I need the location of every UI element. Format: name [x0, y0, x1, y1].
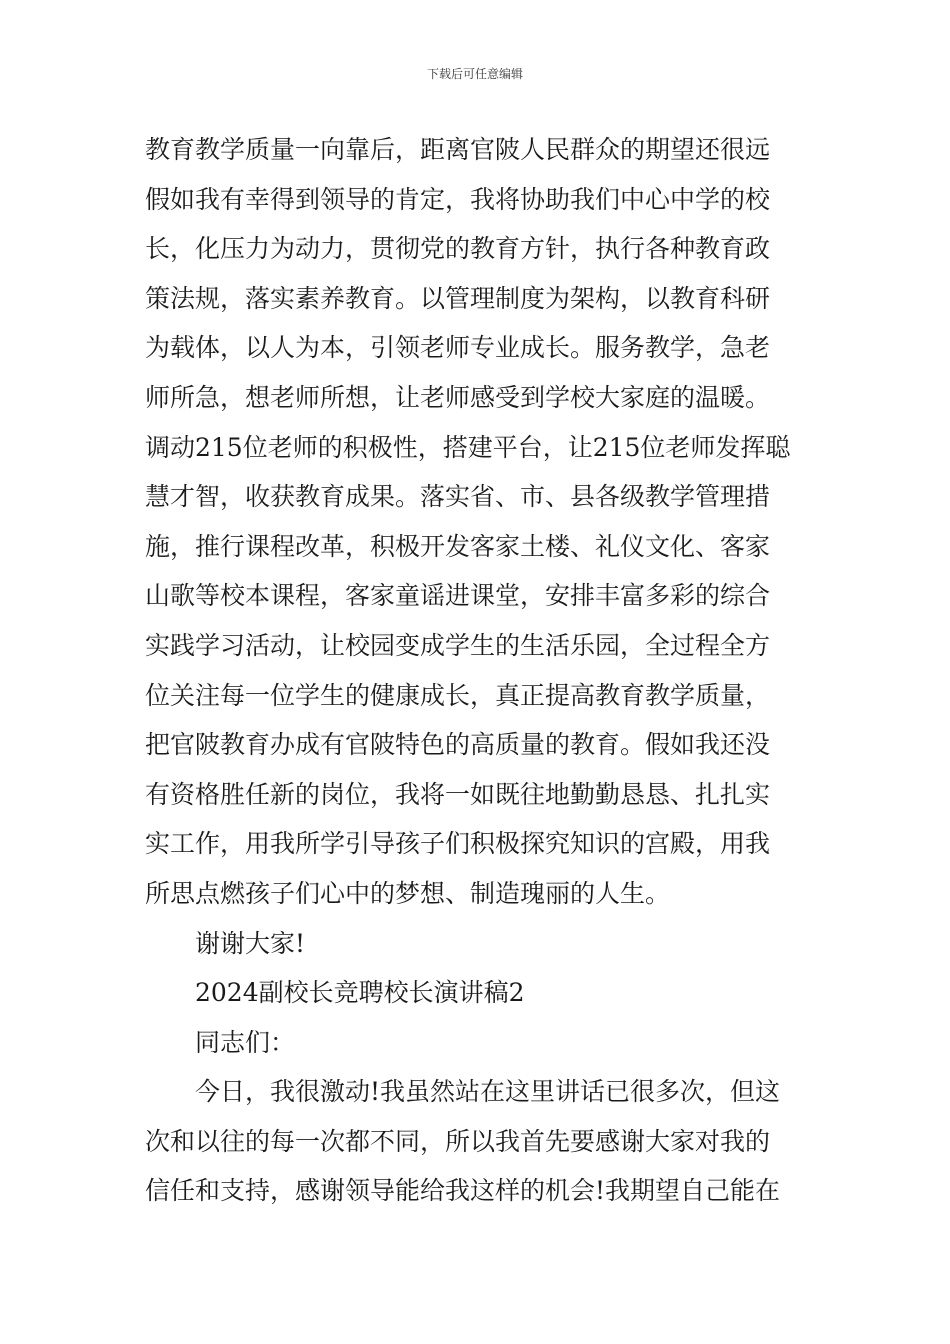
text-line: 策法规，落实素养教育。以管理制度为架构，以教育科研	[145, 283, 771, 313]
text-line: 教育教学质量一向靠后，距离官陂人民群众的期望还很远	[145, 135, 771, 164]
text-line: 假如我有幸得到领导的肯定，我将协助我们中心中学的校	[145, 184, 771, 214]
text-line: 所思点燃孩子们心中的梦想、制造瑰丽的人生。	[145, 878, 671, 908]
text-line: 2024副校长竞聘校长演讲稿2	[195, 978, 525, 1008]
text-line: 师所急，想老师所想，让老师感受到学校大家庭的温暖。	[145, 382, 771, 412]
text-line: 位关注每一位学生的健康成长，真正提高教育教学质量，	[145, 680, 771, 710]
text-line: 调动215位老师的积极性，搭建平台，让215位老师发挥聪	[145, 432, 791, 462]
text-line: 长，化压力为动力，贯彻党的教育方针，执行各种教育政	[145, 234, 771, 264]
text-line: 把官陂教育办成有官陂特色的高质量的教育。假如我还没	[145, 730, 771, 760]
text-line: 谢谢大家!	[195, 928, 306, 958]
text-line: 同志们：	[195, 1027, 296, 1057]
text-line: 山歌等校本课程，客家童谣进课堂，安排丰富多彩的综合	[145, 581, 771, 611]
text-line: 施，推行课程改革，积极开发客家土楼、礼仪文化、客家	[145, 531, 771, 561]
text-line: 为载体，以人为本，引领老师专业成长。服务教学，急老	[145, 333, 771, 363]
text-line: 次和以往的每一次都不同，所以我首先要感谢大家对我的	[145, 1126, 771, 1156]
page-header: 下载后可任意编辑	[426, 67, 523, 81]
text-line: 慧才智，收获教育成果。落实省、市、县各级教学管理措	[145, 482, 771, 512]
document-body	[145, 125, 810, 1216]
text-line: 今日，我很激动!我虽然站在这里讲话已很多次，但这	[195, 1077, 781, 1107]
text-line: 实工作，用我所学引导孩子们积极探究知识的宫殿，用我	[145, 829, 771, 859]
text-line: 有资格胜任新的岗位，我将一如既往地勤勤恳恳、扎扎实	[145, 779, 771, 809]
text-line: 信任和支持，感谢领导能给我这样的机会!我期望自己能在	[145, 1176, 781, 1206]
text-line: 实践学习活动，让校园变成学生的生活乐园，全过程全方	[145, 630, 771, 660]
